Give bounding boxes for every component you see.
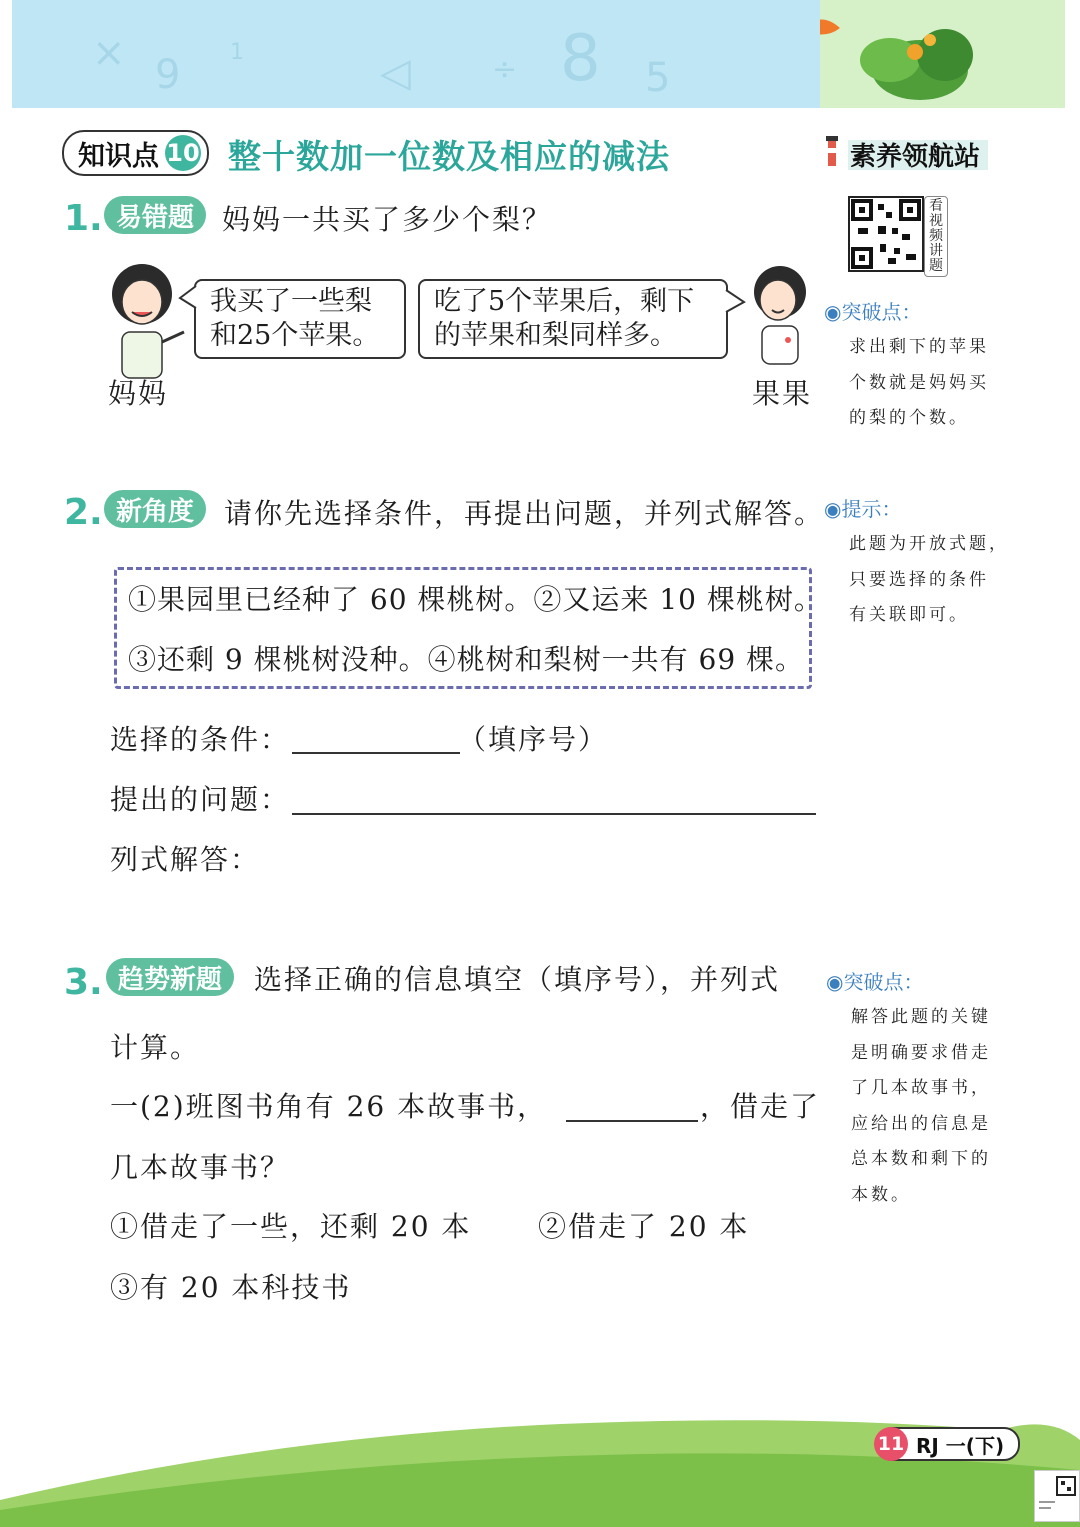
knowledge-point-badge [62,130,209,176]
guoguo-illustration [742,262,812,372]
guoguo-name: 果果 [752,377,813,410]
header-decor-divide: ÷ [492,52,518,87]
q3-story-post: ，借走了 [700,1090,821,1123]
section-title: 整十数加一位数及相应的减法 [228,137,670,176]
header-decor-triangle: ◁ [380,50,411,96]
guoguo-speech-line: 的苹果和梨同样多。 [434,320,677,351]
header-decor-times: × [92,30,126,76]
mom-speech-line: 和25个苹果。 [210,320,380,351]
note-3-heading: ◉突破点： [826,970,924,994]
nav-title: 素养领航站 [850,142,981,172]
note-3-body [851,1000,991,1213]
page-number: 11 [874,1427,908,1461]
header-band [12,0,820,108]
condition-line-1: ①果园里已经种了 60 棵桃树。②又运来 10 棵桃树。 [128,583,823,616]
q3-option-3: ③有 20 本科技书 [110,1271,352,1304]
note-3-line: 了几本故事书， [851,1078,991,1098]
corner-qr-icon [1035,1471,1079,1521]
solve-label: 列式解答： [110,843,261,876]
ask-label: 提出的问题： [110,783,291,816]
mom-speech-bubble [194,279,406,359]
note-1-line: 的梨的个数。 [849,408,969,428]
mom-illustration [100,262,190,382]
note-3-line: 解答此题的关键 [851,1007,991,1027]
qr-pattern-icon [850,198,922,270]
q1-tag: 易错题 [104,196,206,234]
knowledge-point-number: 10 [165,135,201,171]
condition-line-2: ③还剩 9 棵桃树没种。④桃树和梨树一共有 69 棵。 [128,643,805,676]
q3-prompt-line-2: 计算。 [110,1031,201,1064]
note-2-line: 此题为开放式题， [849,534,1009,554]
guoguo-speech-line: 吃了5个苹果后，剩下 [434,286,695,317]
qr-label: 看视频讲题 [924,196,948,277]
corner-qr-code [1034,1470,1080,1522]
note-1-line: 求出剩下的苹果 [849,337,989,357]
note-2-line: 有关联即可。 [849,605,969,625]
q1-prompt: 妈妈一共买了多少个梨？ [222,203,553,236]
q3-story-pre: 一(2)班图书角有 26 本故事书， [110,1090,548,1123]
note-1-body [849,330,989,437]
q3-option-1: ①借走了一些，还剩 20 本 [110,1210,472,1243]
knowledge-point-label: 知识点 [78,140,159,172]
mom-name: 妈妈 [108,377,169,410]
note-2-line: 只要选择的条件 [849,569,989,590]
q2-tag: 新角度 [104,490,206,528]
header-decor-eight: 8 [560,22,601,96]
header-decor-one: 1 [230,40,244,65]
mom-speech-line: 我买了一些梨 [210,286,372,317]
header-plant-decoration [820,0,1065,108]
choose-hint: （填序号） [458,723,609,756]
note-2-heading: ◉提示： [824,497,902,521]
q2-prompt: 请你先选择条件，再提出问题，并列式解答。 [224,497,825,530]
note-3-line: 是明确要求借走 [851,1042,991,1063]
note-1-heading: ◉突破点： [824,300,922,324]
q2-number: 2. [64,492,103,533]
lighthouse-icon [822,134,842,168]
q3-number: 3. [64,962,103,1003]
q3-option-2: ②借走了 20 本 [538,1210,750,1243]
choose-answer-blank[interactable] [292,752,460,754]
series-label: RJ 一(下) [916,1433,1005,1458]
mom-bubble-tail [178,284,198,312]
q3-answer-blank[interactable] [566,1120,698,1122]
ask-answer-blank[interactable] [292,813,816,815]
note-2-body [849,527,1009,634]
guoguo-speech-bubble [418,279,728,359]
q1-number: 1. [64,198,103,239]
qr-code[interactable] [848,196,924,272]
q3-tag: 趋势新题 [106,958,234,996]
header-decor-five: 5 [645,55,671,101]
plant-illustration [820,0,1065,108]
q3-story-line-2: 几本故事书？ [110,1151,291,1184]
note-3-line: 应给出的信息是 [851,1113,991,1134]
page-indicator [876,1427,1020,1461]
q3-prompt-line-1: 选择正确的信息填空（填序号），并列式 [254,963,781,996]
note-3-line: 总本数和剩下的 [851,1149,991,1169]
choose-label: 选择的条件： [110,723,291,756]
header-decor-nine: 9 [155,52,181,98]
note-3-line: 本数。 [851,1184,911,1205]
note-1-line: 个数就是妈妈买 [849,372,989,393]
